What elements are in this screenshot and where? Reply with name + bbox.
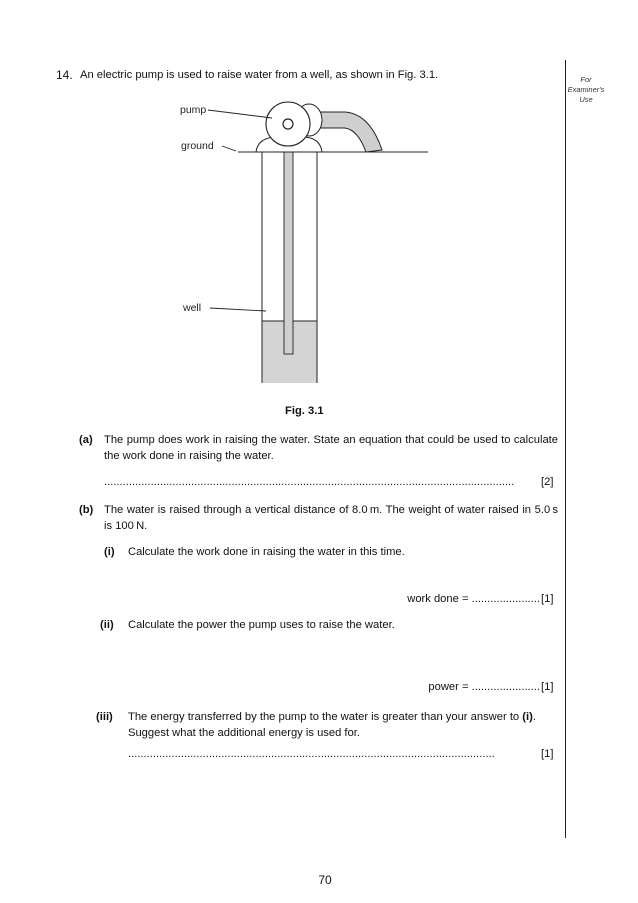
part-b-iii-text-before: The energy transferred by the pump to the water is greater than your answer to — [128, 711, 523, 723]
well-pump-figure — [0, 0, 638, 420]
part-b-label: (b) — [79, 504, 94, 516]
examiner-line-2: Examiner's — [567, 85, 605, 94]
part-b-text: The water is raised through a vertical distance of 8.0 m. The weight of water raised in 5.0 s is 100 N. — [104, 504, 558, 532]
part-b-iii-ref: (i) — [522, 711, 533, 723]
part-b-iii-text-after: . — [532, 711, 536, 723]
examiner-line-1: For — [580, 75, 592, 84]
page-number: 70 — [318, 873, 332, 887]
part-b-ii-marks: [1] — [541, 681, 554, 693]
part-a-marks: [2] — [541, 476, 554, 488]
label-well: well — [183, 302, 202, 314]
part-b-iii-text — [128, 709, 560, 725]
figure-caption: Fig. 3.1 — [285, 405, 324, 417]
intake-pipe — [284, 140, 293, 354]
part-b-ii-text: Calculate the power the pump uses to raise the water. — [128, 619, 395, 631]
pump-leader-line — [208, 110, 272, 118]
well-leader-line — [210, 308, 266, 311]
ground-leader-line — [222, 146, 236, 151]
question-intro: An electric pump is used to raise water from a well, as shown in Fig. 3.1. — [80, 69, 439, 81]
part-a-label: (a) — [79, 434, 93, 446]
part-b-ii-answer[interactable] — [340, 679, 540, 695]
part-b-i-answer[interactable] — [340, 591, 540, 607]
part-b-i-label: (i) — [104, 546, 115, 558]
part-b-iii-marks: [1] — [541, 748, 554, 760]
outlet-pipe — [316, 112, 382, 152]
pump-axle — [283, 119, 293, 129]
part-b-iii-label: (iii) — [96, 711, 113, 723]
part-a-text: The pump does work in raising the water. State an equation that could be used to calculate the work done in raising the water. — [104, 434, 558, 462]
examiner-line-3: Use — [579, 95, 593, 104]
power-dots[interactable]: ...................... — [471, 681, 540, 693]
part-b-i-text: Calculate the work done in raising the water in this time. — [128, 546, 405, 558]
power-prefix: power = — [428, 681, 472, 693]
part-a-answer-line[interactable]: .................................................................................................................................... — [104, 476, 515, 488]
part-b-ii-label: (ii) — [100, 619, 114, 631]
label-pump: pump — [180, 104, 207, 116]
part-b-iii-text-line2: Suggest what the additional energy is used for. — [128, 727, 360, 739]
part-b-i-marks: [1] — [541, 593, 554, 605]
work-done-prefix: work done = — [407, 593, 472, 605]
label-ground: ground — [181, 140, 214, 152]
question-number: 14. — [56, 68, 73, 82]
part-b-iii-answer-line[interactable]: ...................................................................................................................... — [128, 748, 495, 760]
work-done-dots[interactable]: ...................... — [471, 593, 540, 605]
